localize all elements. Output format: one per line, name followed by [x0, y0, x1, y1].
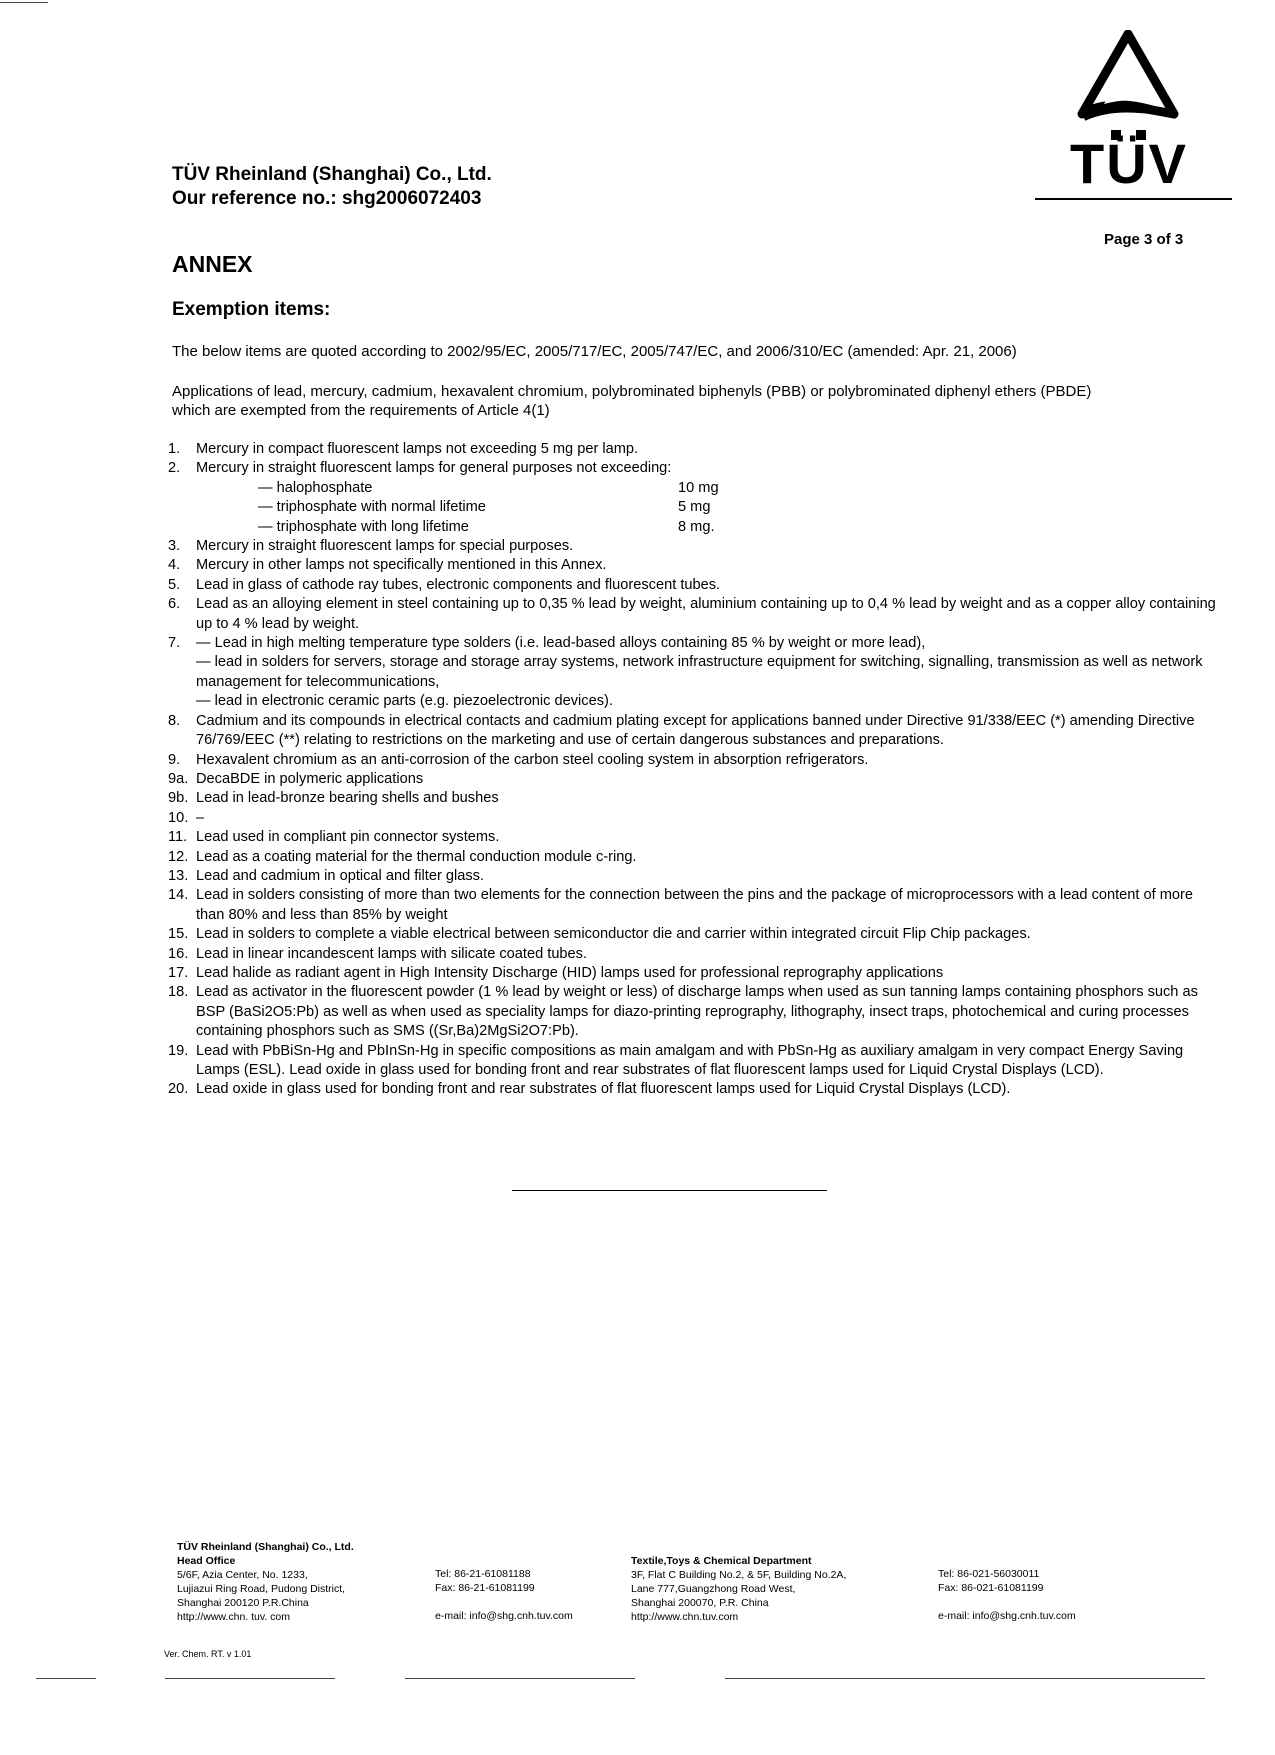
sub-item-value: 5 mg — [678, 499, 711, 516]
list-item-number: 9. — [168, 751, 181, 768]
list-item-number: 8. — [168, 712, 181, 729]
list-item-number: 9b. — [168, 790, 189, 807]
tuv-logo — [1040, 30, 1220, 195]
list-item-text: Lead as an alloying element in steel containing up to 0,35 % lead by weight, aluminium containing up to 0,4 % lead by weight and as a copper alloy containing up to 4 % lead by weight. — [196, 596, 1216, 632]
exemption-title: Exemption items: — [172, 299, 331, 320]
footer-head-office-label: Head Office — [177, 1555, 236, 1567]
list-item — [168, 789, 1218, 808]
list-item-number: 3. — [168, 538, 181, 555]
list-item-text: Lead in linear incandescent lamps with silicate coated tubes. — [196, 945, 588, 962]
list-item-number: 10. — [168, 809, 189, 826]
list-item — [168, 556, 1218, 575]
list-item-number: 13. — [168, 867, 189, 884]
footer-tel: Tel: 86-21-61081188 — [435, 1568, 531, 1580]
list-item — [168, 576, 1218, 595]
list-item — [168, 459, 1218, 478]
footer-email: e-mail: info@shg.cnh.tuv.com — [938, 1610, 1076, 1622]
company-name: TÜV Rheinland (Shanghai) Co., Ltd. — [172, 164, 492, 185]
list-item-number: 20. — [168, 1081, 189, 1098]
list-item — [168, 751, 1218, 770]
scan-artifact-line — [725, 1678, 1205, 1679]
list-item — [168, 964, 1218, 983]
list-item-text: — Lead in high melting temperature type solders (i.e. lead-based alloys containing 85 % by weight or more lead), — [196, 635, 926, 652]
footer-email: e-mail: info@shg.cnh.tuv.com — [435, 1610, 573, 1622]
intro-applications: Applications of lead, mercury, cadmium, hexavalent chromium, polybrominated biphenyls (PBB) or polybrominated diphenyl ethers (PBDE) which are exempted from the requirements of Article 4(1) — [172, 383, 1092, 419]
list-item-number: 9a. — [168, 770, 189, 787]
page-number: Page 3 of 3 — [1104, 231, 1184, 248]
sub-list-item — [168, 479, 1218, 498]
list-item-text: – — [196, 809, 205, 826]
list-item — [168, 634, 1218, 653]
list-item — [168, 770, 1218, 789]
footer-company: TÜV Rheinland (Shanghai) Co., Ltd. — [177, 1541, 354, 1553]
list-item-number — [168, 653, 196, 692]
list-item-number — [168, 692, 196, 711]
list-item-number: 4. — [168, 557, 181, 574]
list-item-text: Mercury in other lamps not specifically mentioned in this Annex. — [196, 557, 607, 574]
end-rule — [512, 1190, 827, 1191]
reference-number: Our reference no.: shg2006072403 — [172, 188, 482, 209]
intro-quoted-directives: The below items are quoted according to 2002/95/EC, 2005/717/EC, 2005/747/EC, and 2006/310/EC (amended: Apr. 21, 2006) — [172, 343, 1017, 360]
footer-dept-title: Textile,Toys & Chemical Department — [631, 1555, 812, 1567]
list-item — [168, 440, 1218, 459]
list-item-text: — lead in solders for servers, storage and storage array systems, network infrastructure equipment for switching, signalling, transmission as well as network management for telecommunications, — [196, 654, 1203, 690]
annex-title: ANNEX — [172, 251, 253, 277]
list-item — [168, 983, 1218, 1041]
footer-address-line: 5/6F, Azia Center, No. 1233, — [177, 1569, 308, 1581]
list-item-text: DecaBDE in polymeric applications — [196, 770, 424, 787]
list-item-text: Lead halide as radiant agent in High Intensity Discharge (HID) lamps used for professional reprography applications — [196, 964, 944, 981]
list-item-text: Hexavalent chromium as an anti-corrosion of the carbon steel cooling system in absorption refrigerators. — [196, 751, 869, 768]
list-item — [168, 595, 1218, 634]
list-item-number: 17. — [168, 964, 189, 981]
sub-item-label: — halophosphate — [258, 479, 373, 496]
list-item — [168, 653, 1218, 692]
list-item-text: Mercury in straight fluorescent lamps for general purposes not exceeding: — [196, 460, 672, 477]
list-item-number: 7. — [168, 635, 181, 652]
footer-address-line: Shanghai 200070, P.R. China — [631, 1597, 769, 1609]
footer-address-line: 3F, Flat C Building No.2, & 5F, Building No.2A, — [631, 1569, 847, 1581]
list-item — [168, 848, 1218, 867]
footer-head-office — [177, 1540, 417, 1624]
list-item-text: Mercury in straight fluorescent lamps for special purposes. — [196, 538, 574, 555]
list-item — [168, 809, 1218, 828]
list-item-text: Lead as a coating material for the thermal conduction module c-ring. — [196, 848, 637, 865]
list-item-number: 15. — [168, 926, 189, 943]
list-item — [168, 1080, 1218, 1099]
list-item-text: Lead with PbBiSn-Hg and PbInSn-Hg in specific compositions as main amalgam and with PbSn-Hg as auxiliary amalgam in very compact Energy Saving Lamps (ESL). Lead oxide in glass used for bonding front and rear substrates of flat fluorescent lamps used for Liquid Crystal Displays (LCD). — [196, 1042, 1184, 1078]
footer-address-line: Lane 777,Guangzhong Road West, — [631, 1583, 796, 1595]
list-item-text: Lead and cadmium in optical and filter glass. — [196, 867, 484, 884]
list-item — [168, 712, 1218, 751]
sub-item-label: — triphosphate with normal lifetime — [258, 499, 486, 516]
list-item-number: 2. — [168, 460, 181, 477]
footer-head-contact — [435, 1567, 615, 1623]
footer-dept-contact — [938, 1567, 1158, 1623]
list-item-text: — lead in electronic ceramic parts (e.g. piezoelectronic devices). — [196, 693, 613, 710]
list-item-number: 6. — [168, 596, 181, 613]
sub-list-item — [168, 518, 1218, 537]
exemption-list — [168, 440, 1218, 1100]
sub-item-value: 10 mg — [678, 479, 719, 496]
list-item — [168, 537, 1218, 556]
scan-artifact-line — [165, 1678, 335, 1679]
footer-department — [631, 1554, 921, 1624]
list-item-text: Lead oxide in glass used for bonding front and rear substrates of flat fluorescent lamps used for Liquid Crystal Displays (LCD). — [196, 1081, 1011, 1098]
tuv-logo-text: TÜV — [1070, 132, 1188, 195]
list-item-number: 14. — [168, 887, 189, 904]
footer-fax: Fax: 86-21-61081199 — [435, 1582, 535, 1594]
scan-artifact-line — [0, 2, 48, 3]
list-item-number: 5. — [168, 576, 181, 593]
list-item-number: 19. — [168, 1042, 189, 1059]
list-item — [168, 828, 1218, 847]
list-item — [168, 945, 1218, 964]
sub-item-label: — triphosphate with long lifetime — [258, 518, 469, 535]
list-item-number: 16. — [168, 945, 189, 962]
list-item-text: Mercury in compact fluorescent lamps not exceeding 5 mg per lamp. — [196, 441, 639, 457]
version-label: Ver. Chem. RT. v 1.01 — [164, 1649, 252, 1659]
list-item-number: 11. — [168, 829, 188, 846]
footer-address-line: Shanghai 200120 P.R.China — [177, 1597, 309, 1609]
scan-artifact-line — [36, 1678, 96, 1679]
list-item — [168, 886, 1218, 925]
list-item-text: Lead in solders to complete a viable electrical between semiconductor die and carrier within integrated circuit Flip Chip packages. — [196, 926, 1031, 943]
scan-artifact-line — [405, 1678, 635, 1679]
list-item-text: Lead used in compliant pin connector systems. — [196, 829, 500, 846]
list-item-text: Lead in glass of cathode ray tubes, electronic components and fluorescent tubes. — [196, 576, 721, 593]
list-item — [168, 692, 1218, 711]
sub-item-value: 8 mg. — [678, 518, 715, 535]
footer-fax: Fax: 86-021-61081199 — [938, 1582, 1044, 1594]
list-item-number: 1. — [168, 441, 181, 457]
list-item-text: Lead as activator in the fluorescent powder (1 % lead by weight or less) of discharge lamps when used as sun tanning lamps containing phosphors such as BSP (BaSi2O5:Pb) as well as when used as speciality lamps for diazo-printing reprography, lithography, insect traps, photochemical and curing processes containing phosphors such as SMS ((Sr,Ba)2MgSi2O7:Pb). — [196, 984, 1198, 1040]
footer-website: http://www.chn.tuv.com — [631, 1611, 739, 1623]
list-item — [168, 925, 1218, 944]
header-rule — [1035, 198, 1232, 200]
list-item — [168, 1042, 1218, 1081]
footer-tel: Tel: 86-021-56030011 — [938, 1568, 1040, 1580]
list-item-number: 12. — [168, 848, 189, 865]
footer-address-line: Lujiazui Ring Road, Pudong District, — [177, 1583, 346, 1595]
list-item-text: Lead in lead-bronze bearing shells and bushes — [196, 790, 499, 807]
list-item — [168, 867, 1218, 886]
list-item-text: Lead in solders consisting of more than two elements for the connection between the pins and the package of microprocessors with a lead content of more than 80% and less than 85% by weight — [196, 887, 1193, 923]
list-item-text: Cadmium and its compounds in electrical contacts and cadmium plating except for applications banned under Directive 91/338/EEC (*) amending Directive 76/769/EEC (**) relating to restrictions on the marketing and use of certain dangerous substances and preparations. — [196, 712, 1195, 749]
sub-list-item — [168, 498, 1218, 517]
list-item-number: 18. — [168, 984, 189, 1001]
footer-website: http://www.chn. tuv. com — [177, 1611, 291, 1623]
